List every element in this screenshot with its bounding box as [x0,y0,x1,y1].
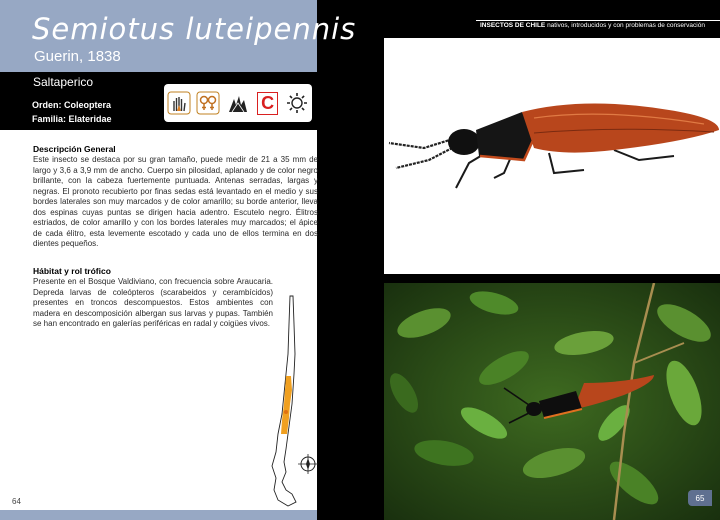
beetle-photo-habitat [384,283,720,520]
beetle-photo-white [384,38,720,274]
compass-icon [298,454,318,474]
footer-bar-left [0,510,317,520]
author-name: Guerin, 1838 [34,48,121,65]
habitat-text: Presente en el Bosque Valdiviano, con frecuencia sobre Araucaria. Depreda larvas de coleópteros (scarabeidos y cerambícidos) presentes en troncos descompuestos. Estos ambientes con madera en descomposición albergan sus larvas y pupas. También se han encontrado en galerías periféricas en radal y coigües vivos. [33,277,273,328]
left-page [0,0,357,520]
male-female-icon [196,91,221,116]
plants-icon [225,91,250,116]
habitat-heading: Hábitat y rol trófico [33,266,111,276]
running-header: INSECTOS DE CHILE nativos, introducidos y con problemas de conservación [480,22,705,29]
hand-warning-icon [166,91,191,116]
icons-box [164,84,312,122]
description-text: Este insecto se destaca por su gran tamaño, puede medir de 21 a 35 mm de largo y 3,6 a 3,9 mm de ancho. Cuerpo sin pilosidad, aplanado y de color negro brillante, con la cabeza fuertemente puntuada. Antenas serradas, largas y negras. El pronoto recubierto por finas sedas está levantado en el medio y sus bordes laterales son muy marcados y de color amarillo; su borde anterior, lleva dos espinas cuyas puntas se dirigen hacia adentro. Escutelo negro. Élitros estriados, de color amarillo y con los bordes laterales muy marcados; el ápice de cada élitro, esta levemente escotado y cada uno de ellos termina en dos dientes pequeños. [33,155,318,248]
scientific-name: Semiotus luteipennis [32,12,357,46]
page-number-right: 65 [688,490,712,506]
description-heading: Descripción General [33,144,116,154]
taxonomy-family: Familia: Elateridae [32,114,112,124]
common-name: Saltaperico [33,75,94,89]
conservation-c-icon: C [255,91,280,116]
sun-icon [285,91,310,116]
taxonomy-order: Orden: Coleoptera [32,100,112,110]
page-number-left: 64 [12,497,21,506]
beetle-specimen [389,103,719,188]
chile-distribution-map [262,294,322,509]
